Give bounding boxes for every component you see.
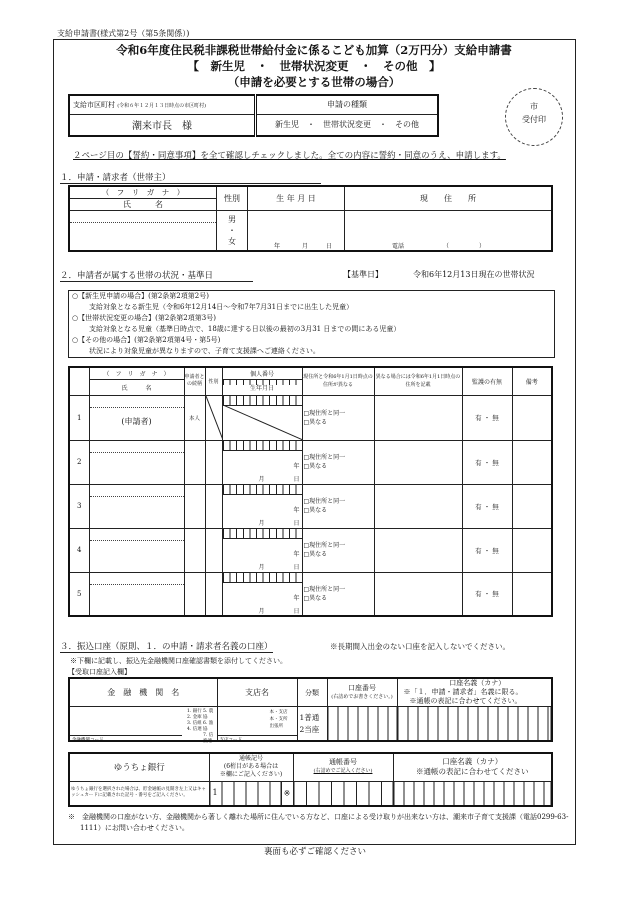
option-other-desc: 状況により対象児童が異なりますので、子育て支援課へご連絡ください。 [89,347,320,355]
household-row [69,395,552,440]
hh-row-number: 4 [69,528,89,572]
hh-name-cell[interactable] [89,440,184,484]
yucho-name-header: 口座名義（カナ） [442,757,503,767]
hh-relation-cell[interactable] [184,395,205,440]
category-futsu[interactable]: 1普通 [299,712,320,722]
municipality-note: (令和６年１２月１３日時点の市区町村) [117,102,207,109]
tsucho-kigo-note2: ※欄にご記入ください) [219,771,283,779]
option-newborn-desc: 支給対象となる新生児（令和6年12月14日～令和7年7月31日までに出生した児童） [89,303,354,311]
hh-dob-year: 年 [293,506,300,514]
option-household-change-desc: 支給対象となる児童（基準日時点で、18歳に達する日以後の最初の3月31 日までの間にある児童） [89,325,401,333]
page-footer: 裏面も必ずご確認ください [263,847,366,857]
dob-day: 日 [326,243,333,250]
category-touza[interactable]: 2当座 [299,724,320,734]
hh-id-header: 個人番号 [222,367,302,379]
hh-remarks-cell[interactable] [512,572,552,616]
section2-heading: ２．申請者が属する世帯の状況・基準日 [60,269,253,282]
hh-custody-cell[interactable]: 有 ・ 無 [462,572,512,616]
applicant-address-cell[interactable] [345,211,553,252]
bank-name-input[interactable] [69,707,217,742]
bank-table-wrap [68,677,553,742]
section3-footnote: ※ 金融機関の口座がない方、金融機関から著しく離れた場所に住んでいる方など、口座による受け取りが出来ない方は、潮来市子育て支援課（電話0299-63-1111）にお問い合わせください。 [68,813,569,832]
addressee: 潮来市長 様 [69,114,256,136]
hh-id-dob-cell[interactable] [222,528,302,572]
hh-dob-day: 日 [293,475,300,483]
bank-name-header: 金 融 機 関 名 [69,678,217,707]
hh-sex-cell[interactable] [205,484,222,528]
account-name-header-cell [397,678,552,707]
bank-types-col2 [203,709,217,745]
branch-type-3[interactable]: 出張所 [269,724,283,729]
hh-furigana-header: （ フ リ ガ ナ ） [89,367,184,379]
form-subtitle-types: 【 新生児 ・ 世帯状況変更 ・ その他 】 [187,59,441,73]
bank-type-5[interactable]: 5. 農協 [203,709,214,720]
name-header: 氏 名 [69,199,217,211]
hh-dob-year: 年 [293,550,300,558]
hh-dob-header: 生年月日 [249,384,274,392]
hh-addr-diff-check[interactable]: □異なる [303,418,328,426]
branch-name-input[interactable] [217,707,297,742]
hh-custody-header: 監護の有無 [462,367,512,395]
hh-custody-cell[interactable]: 有 ・ 無 [462,440,512,484]
hh-dob-header-cell [222,379,302,395]
application-type-options[interactable]: 新生児 ・ 世帯状況変更 ・ その他 [256,114,439,136]
household-row [69,528,552,572]
sex-male: 男 [228,215,236,224]
household-row [69,484,552,528]
applicant-table [68,185,553,252]
hh-id-dob-cell[interactable] [222,395,302,440]
section3-instruction: ※下欄に記載し、振込先金融機関口座確認書類を添付してください。 [70,657,287,665]
hh-addr-same-check[interactable]: □現住所と同一 [303,454,346,461]
sex-header: 性別 [217,186,248,211]
bank-type-2[interactable]: 2. 金庫 [187,715,202,720]
section3-warning: ※長期間入出金のない口座を記入しないでください。 [330,642,510,651]
account-number-header: 口座番号 [348,683,376,692]
branch-types [270,709,288,730]
household-table [68,366,553,617]
household-row [69,572,552,616]
hh-name-header: 氏 名 [89,379,184,395]
hh-dob-month: 月 [258,563,265,571]
hh-self-label: 本人 [188,415,200,422]
hh-addr-same-check[interactable]: □現住所と同一 [303,409,346,417]
yucho-name-input[interactable] [393,781,552,806]
header-box [68,94,439,137]
account-name-note2: ※通帳の表記に合わせてください。 [409,697,522,705]
applicant-dob-cell[interactable] [248,211,345,252]
branch-type-2[interactable]: 本・支所 [269,717,288,722]
account-number-header-cell [327,678,397,707]
bank-type-1[interactable]: 1. 銀行 [187,709,202,714]
hh-row-number: 2 [69,440,89,484]
form-subtitle-condition: （申請を必要とする世帯の場合） [227,75,401,89]
tsucho-kigo-header-cell [209,753,293,781]
household-row [69,440,552,484]
stamp-received: 受付印 [522,115,546,124]
hh-dob-day: 日 [293,519,300,527]
yucho-name-note: ※通帳の表記に合わせてください [416,767,529,777]
account-name-note1: ※「１．申請・請求者」名義に限る。 [403,688,523,696]
tsucho-kigo-input[interactable] [209,781,281,806]
hh-relation-header: 申請者との続柄 [184,367,205,395]
bank-types-col1 [187,709,202,733]
form-title: 令和6年度住民税非課税世帯給付金に係るこども加算（2万円分）支給申請書 [116,43,512,57]
hh-remarks-cell[interactable] [512,440,552,484]
sex-female: 女 [228,237,236,246]
address-header: 現 住 所 [345,186,553,211]
hh-row-number: 1 [69,395,89,440]
hh-id-dob-cell[interactable] [222,572,302,616]
hh-relation-cell[interactable] [184,528,205,572]
stamp-city: 市 [530,102,538,111]
yucho-note: ゆうちょ銀行を選択された場合は、貯金通帳の見開き左上又はキャッシュカードに記載された記号・番号をご記入ください。 [69,781,209,806]
hh-addr-same-check[interactable]: □現住所と同一 [303,498,346,505]
tsucho-number-note: (右詰めでご記入ください) [313,768,373,775]
hh-dob-year: 年 [293,462,300,470]
hh-sex-cell[interactable] [205,395,222,440]
hh-sex-header: 性別 [205,367,222,395]
agreement-statement: ２ページ目の【誓約・同意事項】を全て確認しチェックしました。全ての内容に誓約・同意のうえ、申請します。 [73,151,506,161]
account-name-input[interactable] [397,707,552,742]
hh-relation-cell[interactable] [184,484,205,528]
branch-code-label: 支店コード [219,738,242,743]
type-label: 申請の種類 [256,95,439,114]
hh-dob-month: 月 [258,475,265,483]
hh-addr-same-cell[interactable] [302,484,374,528]
section1-heading: １．申請・請求者（世帯主） [60,171,321,184]
tsucho-number-header: 通帳番号 [329,758,357,767]
category-header: 分類 [297,678,327,707]
hh-old-address-cell[interactable] [374,484,462,528]
tsucho-kigo-prefix: 1 [212,787,218,797]
hh-dob-day: 日 [293,607,300,615]
hh-sex-cell[interactable] [205,440,222,484]
household-options-box [68,290,555,358]
yucho-bank-header: ゆうちょ銀行 [69,753,209,781]
municipality-label-cell [69,95,256,114]
hh-remarks-cell[interactable] [512,528,552,572]
hh-custody-cell[interactable]: 有 ・ 無 [462,484,512,528]
bank-type-3[interactable]: 3. 信組 [187,721,202,726]
sex-dot: ・ [228,226,236,235]
hh-addr-same-cell[interactable] [302,440,374,484]
hh-custody-cell[interactable]: 有 ・ 無 [462,395,512,440]
hh-name-cell[interactable] [89,572,184,616]
tsucho-kigo-note1: (6桁目がある場合は [223,763,279,771]
hh-addr-diff-check[interactable]: □異なる [303,463,328,470]
tsucho-kigo-header: 通帳記号 [238,755,263,763]
hh-custody-cell[interactable]: 有 ・ 無 [462,528,512,572]
branch-code-box[interactable] [218,735,298,746]
bank-type-4[interactable]: 4. 信連 [187,727,202,732]
tsucho-kigo-sixth[interactable]: ※ [281,781,293,806]
hh-relation-cell[interactable] [184,572,205,616]
hh-relation-cell[interactable] [184,440,205,484]
hh-dob-day: 日 [293,563,300,571]
dob-year: 年 [274,243,281,250]
applicant-sex-cell[interactable] [217,211,248,252]
dob-header: 生 年 月 日 [248,186,345,211]
bank-table [68,677,553,742]
hh-addr-same-check[interactable]: □現住所と同一 [303,585,346,593]
hh-old-address-cell[interactable] [374,395,462,440]
receiving-account-label: 【受取口座記入欄】 [68,668,131,676]
bank-type-7[interactable]: 7. 信漁連 [203,733,214,744]
receipt-stamp-circle [505,88,563,146]
hh-row-number: 3 [69,484,89,528]
municipality-label: 支給市区町村 [73,100,115,109]
hh-sex-cell[interactable] [205,572,222,616]
hh-addr-same-cell[interactable] [302,395,374,440]
tsucho-number-input[interactable] [293,781,393,806]
hh-applicant-marker: (申請者) [121,416,152,426]
hh-id-dob-cell[interactable] [222,484,302,528]
hh-old-address-cell[interactable] [374,528,462,572]
hh-row-number: 5 [69,572,89,616]
hh-old-address-cell[interactable] [374,572,462,616]
tsucho-number-header-cell [293,753,393,781]
option-newborn[interactable]: ○【新生児申請の場合】(第2条第2項第2号) [72,292,209,300]
phone-paren: （ ） [443,243,486,250]
hh-name-cell[interactable] [89,395,184,440]
applicant-furigana-header: （ フ リ ガ ナ ） [69,186,217,199]
option-other[interactable]: ○【その他の場合】(第2条第2項第4号・第5号) [72,336,221,344]
hh-old-address-cell[interactable] [374,440,462,484]
hh-addr-diff-check[interactable]: □異なる [303,594,328,602]
hh-remarks-cell[interactable] [512,395,552,440]
section3-heading: ３．振込口座（原則、１．の申請・請求者名義の口座） [60,642,273,652]
hh-addr-same-cell[interactable] [302,572,374,616]
hh-addr-same-header: 現住所と令和6年1月1日時点の住所が異なる [302,367,374,395]
yucho-table-wrap [68,752,553,807]
hh-dob-month: 月 [258,607,265,615]
applicant-name-cell[interactable] [69,211,217,252]
option-household-change[interactable]: ○【世帯状況変更の場合】(第2条第2項第3号) [72,314,216,322]
bank-type-6[interactable]: 6. 漁協 [203,721,214,732]
bank-code-box[interactable] [70,735,182,746]
form-label: 支給申請書(様式第2号（第5条関係）) [57,29,190,38]
yucho-name-header-cell [393,753,552,781]
hh-dob-year: 年 [293,594,300,602]
reference-date-value: 令和6年12月13日現在の世帯状況 [413,270,535,279]
account-category-cell[interactable] [297,707,327,742]
account-number-input[interactable] [327,707,397,742]
hh-sex-cell[interactable] [205,528,222,572]
branch-type-1[interactable]: 本・支店 [269,710,288,715]
hh-addr-diff-header: 異なる場合には令和6年1月1日時点の住所を記載 [374,367,462,395]
account-number-note: (右詰めでお書きください。) [331,693,393,700]
branch-name-header: 支店名 [217,678,297,707]
hh-remarks-cell[interactable] [512,484,552,528]
hh-id-dob-cell[interactable] [222,440,302,484]
household-table-wrap [68,366,553,617]
bank-code-label: 金融機関コード [72,738,104,743]
hh-addr-same-check[interactable]: □現住所と同一 [303,542,346,549]
dob-month: 月 [302,243,309,250]
yucho-table [68,752,553,807]
hh-addr-diff-check[interactable]: □異なる [303,551,328,558]
hh-name-cell[interactable] [89,528,184,572]
hh-addr-diff-check[interactable]: □異なる [303,507,328,514]
hh-addr-same-cell[interactable] [302,528,374,572]
account-name-header: 口座名義（カナ） [449,679,506,687]
hh-remarks-header: 備考 [512,367,552,395]
hh-name-cell[interactable] [89,484,184,528]
phone-label: 電話 [392,243,405,250]
reference-date-label: 【基準日】 [343,270,383,279]
hh-dob-month: 月 [258,519,265,527]
